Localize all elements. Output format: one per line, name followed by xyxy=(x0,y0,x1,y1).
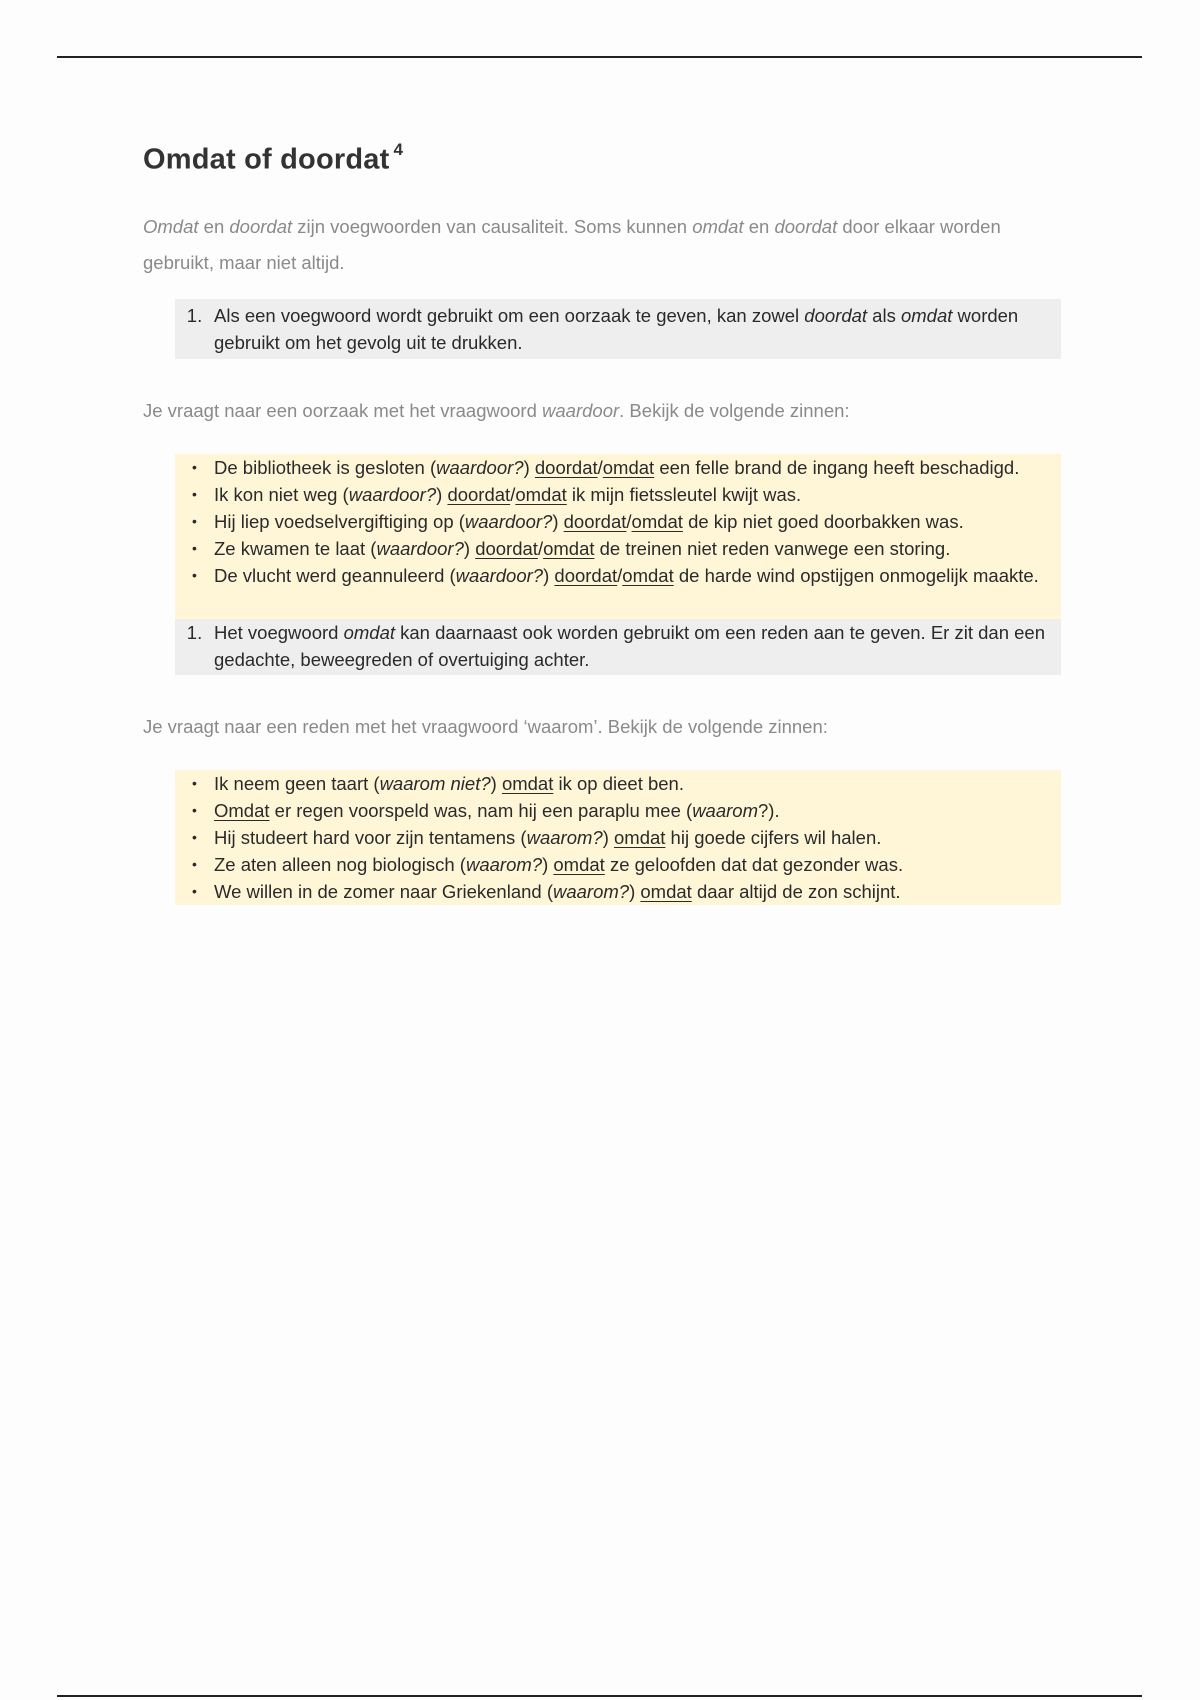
list-number: 1. xyxy=(186,304,203,326)
bullet-icon: • xyxy=(192,539,197,556)
bottom-rule xyxy=(57,1695,1142,1697)
bullet-icon: • xyxy=(192,566,197,583)
numbered-point-reason xyxy=(175,619,1061,675)
list-item: • Ik kon niet weg (waardoor?) doordat/omdat ik mijn fietssleutel kwijt was. xyxy=(175,481,1053,508)
point-text: Het voegwoord omdat kan daarnaast ook worden gebruikt om een reden aan te geven. Er zit dan een gedachte, beweegreden of overtuiging achter. xyxy=(214,621,1045,670)
bullet-icon: • xyxy=(192,828,197,845)
question-waarom: Je vraagt naar een reden met het vraagwoord ‘waarom’. Bekijk de volgende zinnen: xyxy=(143,715,828,737)
page-title: Omdat of doordat $^4$ xyxy=(143,140,404,176)
bullet-icon: • xyxy=(192,882,197,899)
reason-example-list xyxy=(175,770,1061,905)
bullet-icon: • xyxy=(192,458,197,475)
question-waardoor: Je vraagt naar een oorzaak met het vraagwoord waardoor. Bekijk de volgende zinnen: xyxy=(143,399,850,421)
bullet-icon: • xyxy=(192,855,197,872)
list-item: • Hij studeert hard voor zijn tentamens (waarom?) omdat hij goede cijfers wil halen. xyxy=(175,824,1053,851)
list-item: • Hij liep voedselvergiftiging op (waardoor?) doordat/omdat de kip niet goed doorbakken was. xyxy=(175,508,1053,535)
bullet-icon: • xyxy=(192,512,197,529)
cause-example-list xyxy=(175,454,1061,619)
list-item: • Ik neem geen taart (waarom niet?) omdat ik op dieet ben. xyxy=(175,770,1053,797)
list-item: • We willen in de zomer naar Griekenland (waarom?) omdat daar altijd de zon schijnt. xyxy=(175,878,1053,905)
footnote-marker: 4 xyxy=(393,140,404,159)
numbered-point-cause xyxy=(175,299,1061,359)
point-text: Als een voegwoord wordt gebruikt om een oorzaak te geven, kan zowel doordat als omdat worden gebruikt om het gevolg uit te drukken. xyxy=(214,304,1019,353)
list-item: • Ze aten alleen nog biologisch (waarom?) omdat ze geloofden dat dat gezonder was. xyxy=(175,851,1053,878)
list-item: • Omdat er regen voorspeld was, nam hij een paraplu mee (waarom?). xyxy=(175,797,1053,824)
list-number: 1. xyxy=(186,621,203,643)
top-rule xyxy=(57,56,1142,58)
bullet-icon: • xyxy=(192,801,197,818)
bullet-icon: • xyxy=(192,485,197,502)
intro-paragraph: Omdat en doordat zijn voegwoorden van causaliteit. Soms kunnen omdat en doordat door elkaar worden gebruikt, maar niet altijd. xyxy=(143,215,1001,273)
list-item: • De vlucht werd geannuleerd (waardoor?) doordat/omdat de harde wind opstijgen onmogelijk maakte. xyxy=(175,562,1053,589)
page-content xyxy=(143,140,1063,905)
bullet-icon: • xyxy=(192,774,197,791)
list-item: • De bibliotheek is gesloten (waardoor?) doordat/omdat een felle brand de ingang heeft beschadigd. xyxy=(175,454,1053,481)
list-item: • Ze kwamen te laat (waardoor?) doordat/omdat de treinen niet reden vanwege een storing. xyxy=(175,535,1053,562)
